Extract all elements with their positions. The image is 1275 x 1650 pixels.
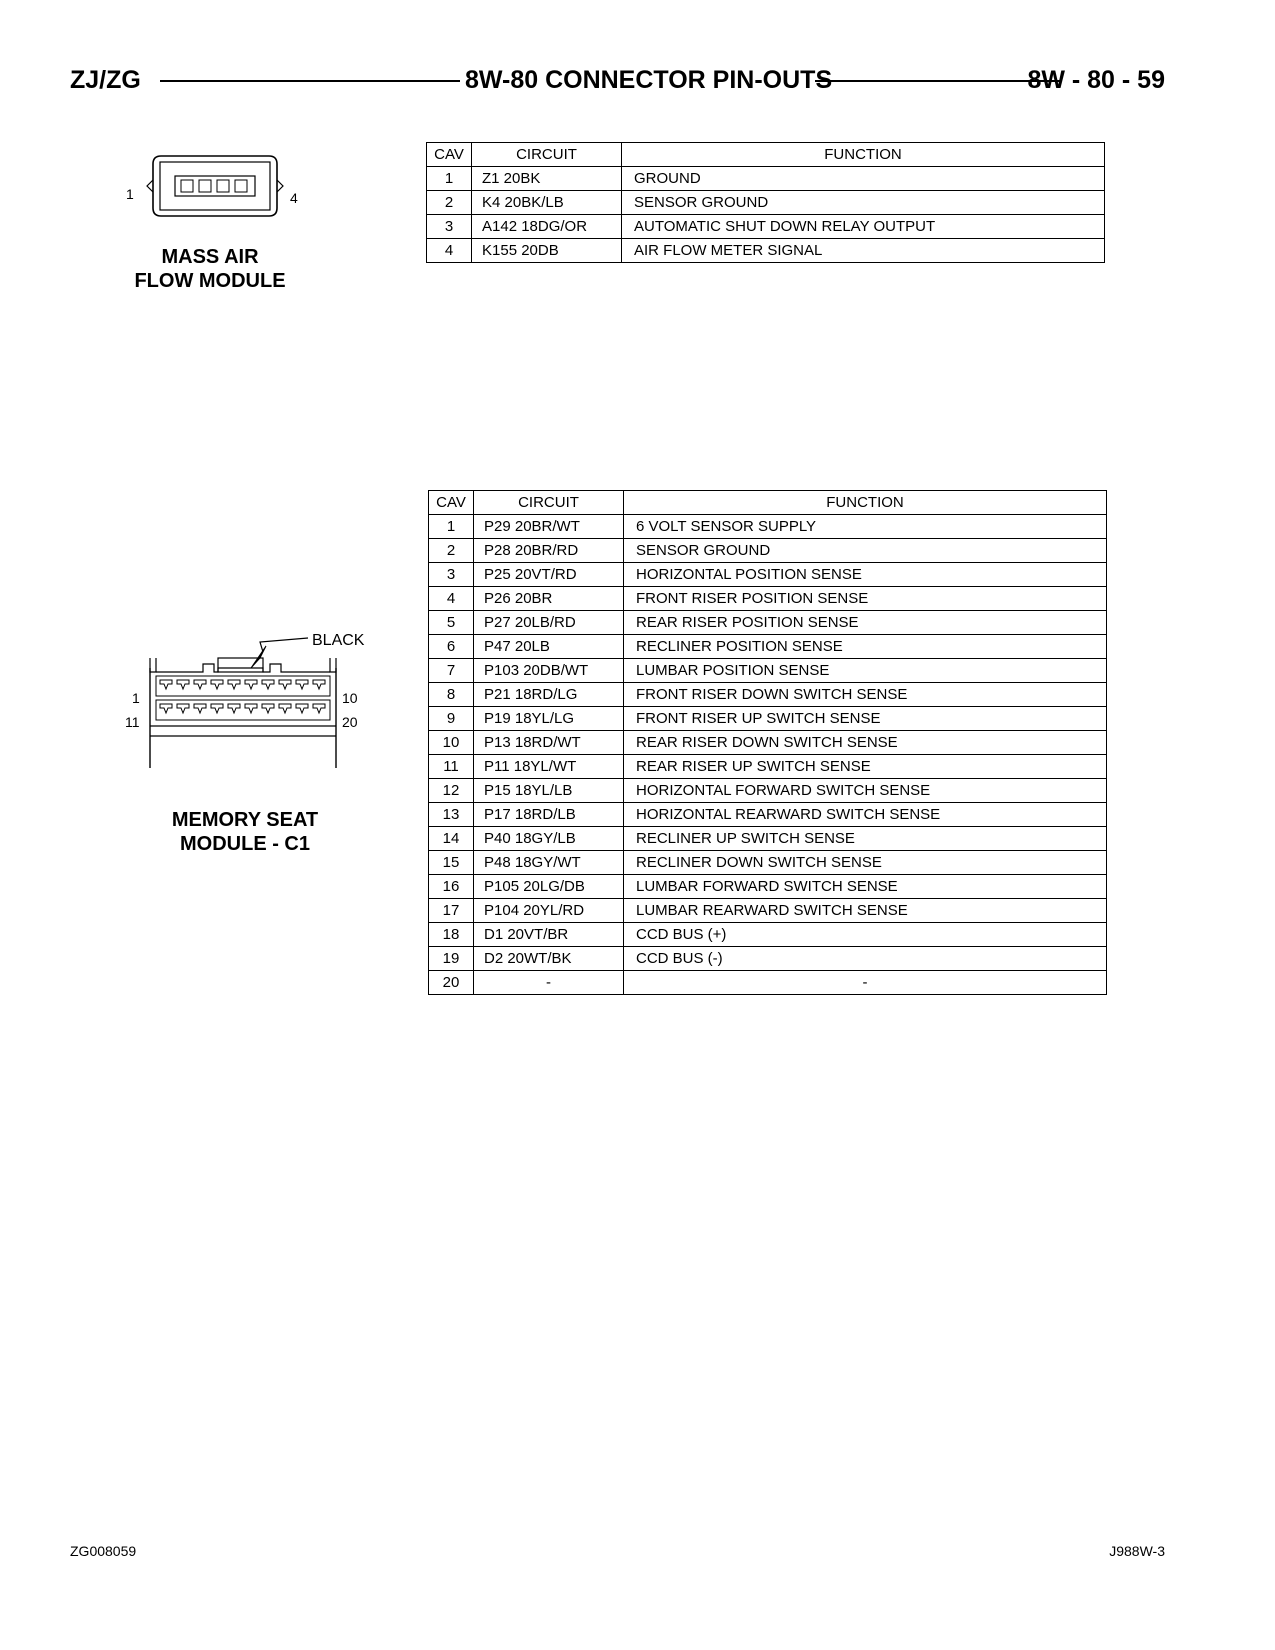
function-cell: REAR RISER POSITION SENSE <box>624 611 1107 635</box>
col-function: FUNCTION <box>622 143 1105 167</box>
circuit-cell: D2 20WT/BK <box>474 947 624 971</box>
msm-pin-10-label: 10 <box>342 690 358 706</box>
circuit-cell: P105 20LG/DB <box>474 875 624 899</box>
cavity-marker <box>279 704 291 713</box>
maf-connector-title <box>120 245 300 293</box>
cav-cell: 1 <box>429 515 474 539</box>
maf-connector-diagram <box>145 152 285 224</box>
cav-cell: 20 <box>429 971 474 995</box>
table-row <box>429 827 1107 851</box>
circuit-cell: P27 20LB/RD <box>474 611 624 635</box>
cav-cell: 14 <box>429 827 474 851</box>
table-row <box>429 635 1107 659</box>
table-row <box>429 539 1107 563</box>
cav-cell: 9 <box>429 707 474 731</box>
footer-figure-id: ZG008059 <box>70 1543 137 1559</box>
cavity-marker <box>194 704 206 713</box>
function-cell: FRONT RISER DOWN SWITCH SENSE <box>624 683 1107 707</box>
circuit-cell: D1 20VT/BR <box>474 923 624 947</box>
cavity-marker <box>245 704 257 713</box>
function-cell: LUMBAR FORWARD SWITCH SENSE <box>624 875 1107 899</box>
cavity-marker <box>228 680 240 689</box>
cav-cell: 8 <box>429 683 474 707</box>
maf-title-line1: MASS AIR <box>161 246 259 268</box>
cav-cell: 10 <box>429 731 474 755</box>
circuit-cell: P29 20BR/WT <box>474 515 624 539</box>
circuit-cell: P28 20BR/RD <box>474 539 624 563</box>
table-row <box>429 899 1107 923</box>
cavity-marker <box>313 680 325 689</box>
circuit-cell: P40 18GY/LB <box>474 827 624 851</box>
maf-pin-4-label: 4 <box>290 190 298 206</box>
table-header-row <box>427 143 1105 167</box>
cav-cell: 3 <box>429 563 474 587</box>
memory-seat-pinout-table <box>428 490 1107 995</box>
col-circuit: CIRCUIT <box>474 491 624 515</box>
cav-cell: 19 <box>429 947 474 971</box>
function-cell: 6 VOLT SENSOR SUPPLY <box>624 515 1107 539</box>
circuit-cell: P47 20LB <box>474 635 624 659</box>
cavity-marker <box>194 680 206 689</box>
table-row <box>429 563 1107 587</box>
table-row <box>429 803 1107 827</box>
cav-cell: 3 <box>427 215 472 239</box>
function-cell: CCD BUS (-) <box>624 947 1107 971</box>
cav-cell: 12 <box>429 779 474 803</box>
table-header-row <box>429 491 1107 515</box>
page-number: 8W - 80 - 59 <box>1027 66 1165 94</box>
circuit-cell: P21 18RD/LG <box>474 683 624 707</box>
page-title: 8W-80 CONNECTOR PIN-OUTS <box>465 66 833 94</box>
vehicle-code: ZJ/ZG <box>70 66 141 94</box>
cavity-marker <box>177 704 189 713</box>
function-cell: RECLINER POSITION SENSE <box>624 635 1107 659</box>
circuit-cell: - <box>474 971 624 995</box>
col-circuit: CIRCUIT <box>472 143 622 167</box>
cavity-marker <box>228 704 240 713</box>
table-row <box>427 215 1105 239</box>
table-row <box>429 875 1107 899</box>
cav-cell: 15 <box>429 851 474 875</box>
cav-cell: 18 <box>429 923 474 947</box>
table-row <box>427 167 1105 191</box>
function-cell: CCD BUS (+) <box>624 923 1107 947</box>
header-rule-right <box>815 80 1060 82</box>
function-cell: FRONT RISER POSITION SENSE <box>624 587 1107 611</box>
function-cell: SENSOR GROUND <box>624 539 1107 563</box>
col-function: FUNCTION <box>624 491 1107 515</box>
circuit-cell: P13 18RD/WT <box>474 731 624 755</box>
cav-cell: 5 <box>429 611 474 635</box>
cav-cell: 13 <box>429 803 474 827</box>
cav-cell: 4 <box>429 587 474 611</box>
circuit-cell: K155 20DB <box>472 239 622 263</box>
page-header <box>70 62 1165 102</box>
maf-title-line2: FLOW MODULE <box>134 270 286 292</box>
cavity-marker <box>313 704 325 713</box>
circuit-cell: P11 18YL/WT <box>474 755 624 779</box>
function-cell: FRONT RISER UP SWITCH SENSE <box>624 707 1107 731</box>
circuit-cell: P104 20YL/RD <box>474 899 624 923</box>
cavity-marker <box>211 680 223 689</box>
msm-title-line2: MODULE - C1 <box>180 833 310 855</box>
memory-seat-connector-diagram <box>148 628 338 768</box>
table-row <box>429 515 1107 539</box>
col-cav: CAV <box>429 491 474 515</box>
table-row <box>429 947 1107 971</box>
function-cell: LUMBAR POSITION SENSE <box>624 659 1107 683</box>
circuit-cell: P48 18GY/WT <box>474 851 624 875</box>
table-row <box>429 755 1107 779</box>
cav-cell: 2 <box>427 191 472 215</box>
cav-cell: 4 <box>427 239 472 263</box>
function-cell: REAR RISER UP SWITCH SENSE <box>624 755 1107 779</box>
function-cell: LUMBAR REARWARD SWITCH SENSE <box>624 899 1107 923</box>
circuit-cell: P25 20VT/RD <box>474 563 624 587</box>
table-row <box>429 923 1107 947</box>
circuit-cell: Z1 20BK <box>472 167 622 191</box>
cav-cell: 2 <box>429 539 474 563</box>
function-cell: AIR FLOW METER SIGNAL <box>622 239 1105 263</box>
col-cav: CAV <box>427 143 472 167</box>
cavity-marker <box>160 680 172 689</box>
function-cell: RECLINER UP SWITCH SENSE <box>624 827 1107 851</box>
circuit-cell: P26 20BR <box>474 587 624 611</box>
table-row <box>429 851 1107 875</box>
circuit-cell: A142 18DG/OR <box>472 215 622 239</box>
function-cell: AUTOMATIC SHUT DOWN RELAY OUTPUT <box>622 215 1105 239</box>
function-cell: GROUND <box>622 167 1105 191</box>
function-cell: - <box>624 971 1107 995</box>
function-cell: REAR RISER DOWN SWITCH SENSE <box>624 731 1107 755</box>
cavity-marker <box>296 704 308 713</box>
maf-pinout-table <box>426 142 1105 263</box>
msm-pin-1-label: 1 <box>132 690 140 706</box>
msm-title-line1: MEMORY SEAT <box>171 809 319 831</box>
header-rule-left <box>160 80 460 82</box>
function-cell: SENSOR GROUND <box>622 191 1105 215</box>
table-row <box>429 683 1107 707</box>
cavity-marker <box>262 704 274 713</box>
circuit-cell: P17 18RD/LB <box>474 803 624 827</box>
circuit-cell: P19 18YL/LG <box>474 707 624 731</box>
circuit-cell: P103 20DB/WT <box>474 659 624 683</box>
function-cell: RECLINER DOWN SWITCH SENSE <box>624 851 1107 875</box>
table-row <box>429 611 1107 635</box>
msm-pin-11-label: 11 <box>125 714 140 730</box>
cav-cell: 1 <box>427 167 472 191</box>
table-row <box>429 731 1107 755</box>
table-row <box>427 239 1105 263</box>
cavity-marker <box>177 680 189 689</box>
cav-cell: 6 <box>429 635 474 659</box>
function-cell: HORIZONTAL POSITION SENSE <box>624 563 1107 587</box>
footer-doc-id: J988W-3 <box>1109 1543 1165 1559</box>
cavity-marker <box>160 704 172 713</box>
cav-cell: 11 <box>429 755 474 779</box>
cav-cell: 16 <box>429 875 474 899</box>
maf-pin-1-label: 1 <box>126 186 134 202</box>
cavity-marker <box>296 680 308 689</box>
table-row <box>429 587 1107 611</box>
cavity-marker <box>262 680 274 689</box>
circuit-cell: P15 18YL/LB <box>474 779 624 803</box>
circuit-cell: K4 20BK/LB <box>472 191 622 215</box>
table-row <box>429 779 1107 803</box>
cavity-marker <box>211 704 223 713</box>
table-row <box>427 191 1105 215</box>
table-row <box>429 971 1107 995</box>
cavity-marker <box>245 680 257 689</box>
function-cell: HORIZONTAL FORWARD SWITCH SENSE <box>624 779 1107 803</box>
function-cell: HORIZONTAL REARWARD SWITCH SENSE <box>624 803 1107 827</box>
table-row <box>429 659 1107 683</box>
memory-seat-connector-title <box>160 808 330 856</box>
cav-cell: 17 <box>429 899 474 923</box>
msm-pin-20-label: 20 <box>342 714 358 730</box>
cav-cell: 7 <box>429 659 474 683</box>
connector-color-callout: BLACK <box>312 632 365 649</box>
cavity-marker <box>279 680 291 689</box>
table-row <box>429 707 1107 731</box>
